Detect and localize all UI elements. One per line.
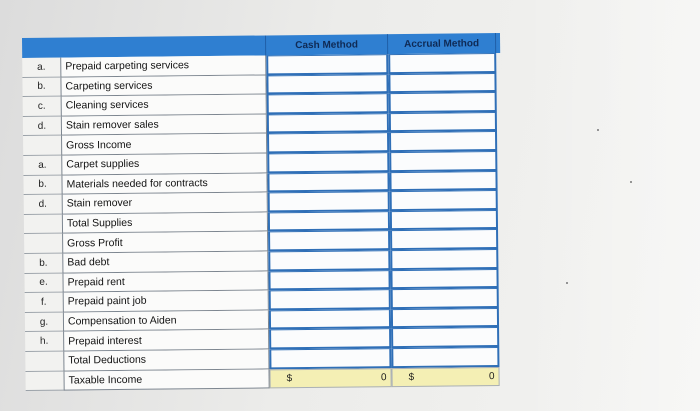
row-label: Stain remover sales <box>61 114 267 136</box>
row-index: b. <box>24 254 62 274</box>
row-label: Prepaid paint job <box>63 291 269 313</box>
row-index: b. <box>23 175 61 195</box>
cash-amount-input[interactable] <box>269 309 391 330</box>
row-label: Compensation to Aiden <box>63 310 269 332</box>
accrual-amount-input[interactable] <box>389 171 497 192</box>
table-body <box>22 53 503 371</box>
accrual-amount-input[interactable] <box>389 112 497 133</box>
row-label: Carpeting services <box>60 75 266 97</box>
row-index <box>23 136 61 156</box>
cash-amount-input[interactable] <box>267 133 389 154</box>
cash-amount-input[interactable] <box>268 211 390 232</box>
row-index: d. <box>23 116 61 136</box>
accrual-amount-input[interactable] <box>388 53 496 74</box>
accrual-amount-input[interactable] <box>390 190 498 211</box>
row-label: Stain remover <box>62 193 268 215</box>
row-label: Carpet supplies <box>61 153 267 175</box>
cash-amount-input[interactable] <box>266 74 388 95</box>
accrual-amount-input[interactable] <box>389 92 497 113</box>
dollar-sign: $ <box>286 372 293 385</box>
accrual-amount-input[interactable] <box>389 131 497 152</box>
photo-speck <box>566 282 568 284</box>
cash-amount-input[interactable] <box>269 348 391 369</box>
cash-total-value: 0 <box>380 371 387 384</box>
accrual-amount-input[interactable] <box>391 288 499 309</box>
row-index <box>24 234 62 254</box>
row-index: b. <box>22 77 60 97</box>
cash-amount-input[interactable] <box>268 270 390 291</box>
accrual-total-value: 0 <box>488 370 495 382</box>
cash-total-cell <box>269 368 391 389</box>
row-index: d. <box>24 195 62 215</box>
dollar-sign: $ <box>408 371 415 383</box>
cash-amount-input[interactable] <box>266 54 388 75</box>
cash-amount-input[interactable] <box>268 231 390 252</box>
header-accrual-method: Accrual Method <box>388 33 496 54</box>
header-blank <box>22 35 266 58</box>
accrual-amount-input[interactable] <box>390 229 498 250</box>
row-label: Gross Profit <box>62 232 268 254</box>
row-label: Gross Income <box>61 134 267 156</box>
row-label: Materials needed for contracts <box>61 173 267 195</box>
accrual-amount-input[interactable] <box>388 73 496 94</box>
accrual-amount-input[interactable] <box>390 210 498 231</box>
photo-speck <box>630 181 632 183</box>
row-index: e. <box>24 273 62 293</box>
accrual-amount-input[interactable] <box>390 269 498 290</box>
cash-amount-input[interactable] <box>267 152 389 173</box>
row-label: Cleaning services <box>61 95 267 117</box>
row-label: Taxable Income <box>63 369 269 391</box>
accrual-amount-input[interactable] <box>389 151 497 172</box>
accrual-total-cell <box>391 367 499 388</box>
cash-amount-input[interactable] <box>269 328 391 349</box>
photo-glare <box>520 0 700 411</box>
row-index: h. <box>25 332 63 352</box>
row-index: a. <box>23 156 61 176</box>
row-label: Total Supplies <box>62 212 268 234</box>
row-index: c. <box>23 97 61 117</box>
accrual-amount-input[interactable] <box>391 308 499 329</box>
cash-amount-input[interactable] <box>268 191 390 212</box>
row-label: Prepaid rent <box>62 271 268 293</box>
row-index: f. <box>25 293 63 313</box>
row-label: Total Deductions <box>63 349 269 371</box>
cash-amount-input[interactable] <box>267 172 389 193</box>
cash-amount-input[interactable] <box>267 113 389 134</box>
cash-amount-input[interactable] <box>267 93 389 114</box>
photo-speck <box>597 129 599 131</box>
header-cash-method: Cash Method <box>266 34 388 55</box>
accrual-amount-input[interactable] <box>391 327 499 348</box>
cash-amount-input[interactable] <box>269 289 391 310</box>
row-index: a. <box>22 58 60 78</box>
worksheet-table <box>22 33 504 391</box>
row-label: Bad debt <box>62 251 268 273</box>
row-label: Prepaid carpeting services <box>60 55 266 77</box>
row-index <box>24 214 62 234</box>
accrual-amount-input[interactable] <box>390 249 498 270</box>
row-index <box>25 371 63 391</box>
row-label: Prepaid interest <box>63 330 269 352</box>
cash-amount-input[interactable] <box>268 250 390 271</box>
taxable-income-row <box>25 366 503 391</box>
row-index: g. <box>25 312 63 332</box>
accrual-amount-input[interactable] <box>391 347 499 368</box>
row-index <box>25 351 63 371</box>
